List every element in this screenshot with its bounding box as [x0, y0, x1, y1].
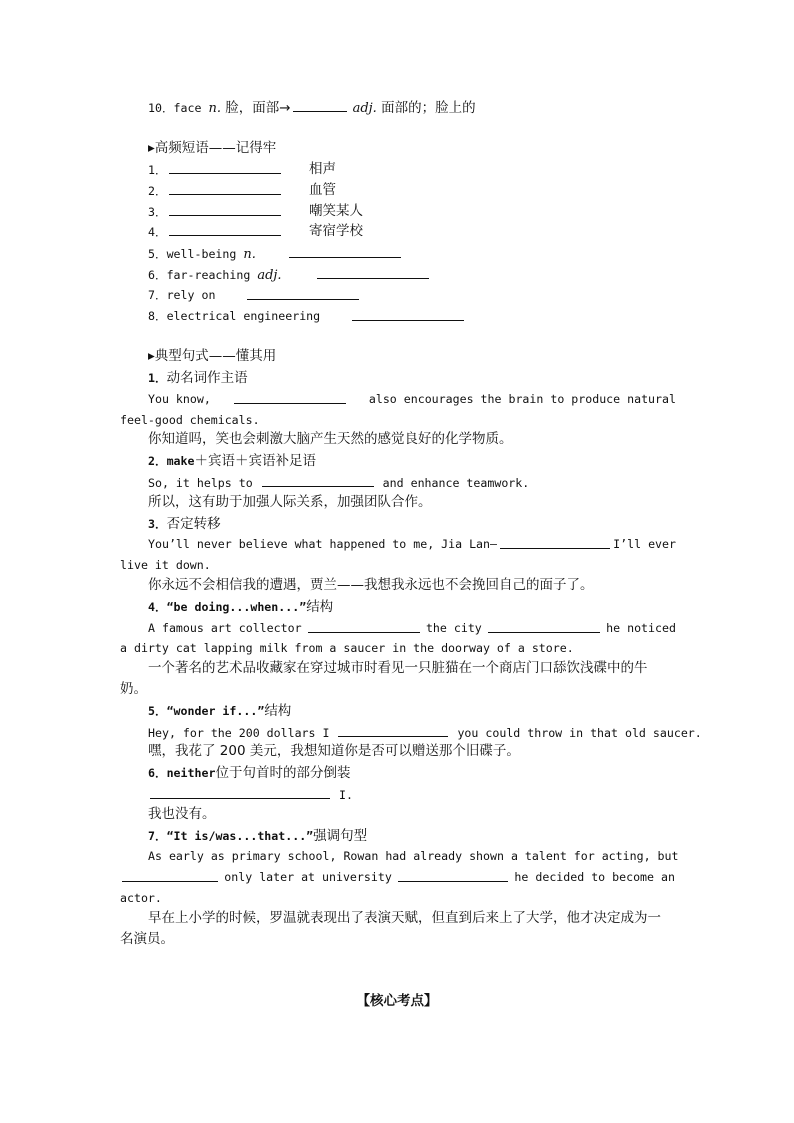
sentence-4-chinese-cont: 奶。 [120, 681, 147, 697]
phrase-meaning-1: 相声 [309, 161, 336, 177]
answer-blank[interactable] [169, 223, 281, 236]
sentence-2-english: So, it helps to and enhance teamwork. [148, 476, 530, 490]
answer-blank[interactable] [398, 869, 508, 882]
sentence-6-chinese: 我也没有。 [148, 806, 216, 822]
answer-blank[interactable] [308, 620, 420, 633]
answer-blank[interactable] [338, 724, 448, 737]
sentence-1-english: You know, also encourages the brain to produce natural [148, 392, 676, 406]
answer-blank[interactable] [352, 308, 464, 321]
phrase-meaning-4: 寄宿学校 [309, 223, 363, 239]
phrase-item-4: 4． [148, 223, 283, 241]
phrase-item-2: 2． [148, 182, 283, 200]
phrase-item-5: 5．well-being n. [148, 247, 256, 262]
section-heading-phrases: ▸高频短语——记得牢 [148, 140, 277, 156]
sentence-4-chinese: 一个著名的艺术品收藏家在穿过城市时看见一只脏猫在一个商店门口舔饮浅碟中的牛 [148, 660, 648, 676]
section-footer-core-points: 【核心考点】 [356, 993, 438, 1009]
answer-blank[interactable] [169, 161, 281, 174]
answer-blank[interactable] [500, 536, 610, 549]
phrase-item-1: 1． [148, 161, 283, 179]
sentence-title-5: 5．“wonder if...”结构 [148, 703, 292, 719]
answer-blank[interactable] [293, 99, 347, 112]
phrase-item-8: 8．electrical engineering [148, 309, 321, 323]
sentence-title-7: 7．“It is/was...that...”强调句型 [148, 828, 368, 844]
sentence-title-2: 2．make＋宾语＋宾语补足语 [148, 453, 316, 469]
sentence-5-english: Hey, for the 200 dollars I you could throw in that old saucer. [148, 726, 702, 740]
answer-blank[interactable] [262, 474, 374, 487]
phrase-item-7: 7．rely on [148, 288, 216, 302]
sentence-4-english: A famous art collector the city he noticed [148, 621, 676, 635]
answer-blank[interactable] [234, 391, 346, 404]
phrase-meaning-3: 嘲笑某人 [309, 203, 363, 219]
sentence-title-1: 1．动名词作主语 [148, 370, 248, 386]
sentence-7-english: As early as primary school, Rowan had already shown a talent for acting, but [148, 849, 679, 863]
sentence-7-chinese: 早在上小学的时候，罗温就表现出了表演天赋，但直到后来上了大学，他才决定成为一 [148, 910, 661, 926]
sentence-2-chinese: 所以，这有助于加强人际关系，加强团队合作。 [148, 494, 432, 510]
sentence-7-english-cont: only later at university he decided to become an [120, 869, 675, 886]
sentence-3-chinese: 你永远不会相信我的遭遇，贾兰——我想我永远也不会挽回自己的面子了。 [148, 577, 594, 593]
sentence-4-english-cont: a dirty cat lapping milk from a saucer in the doorway of a store. [120, 641, 574, 655]
answer-blank[interactable] [247, 287, 359, 300]
answer-blank[interactable] [488, 620, 600, 633]
section-heading-sentences: ▸典型句式——懂其用 [148, 348, 277, 364]
vocab-item-10: 10．face n. 脸，面部→ adj. 面部的；脸上的 [148, 100, 476, 116]
phrase-meaning-2: 血管 [309, 182, 336, 198]
phrase-item-6: 6．far-reaching adj. [148, 268, 282, 283]
sentence-title-6: 6．neither位于句首时的部分倒装 [148, 765, 351, 781]
answer-blank[interactable] [169, 182, 281, 195]
answer-blank[interactable] [169, 203, 281, 216]
sentence-3-english: You’ll never believe what happened to me, Jia Lan— I’ll ever [148, 537, 676, 551]
sentence-7-chinese-cont: 名演员。 [120, 931, 174, 947]
sentence-title-3: 3．否定转移 [148, 516, 221, 532]
sentence-title-4: 4．“be doing...when...”结构 [148, 599, 334, 615]
answer-blank[interactable] [122, 869, 218, 882]
sentence-3-english-cont: live it down. [120, 558, 211, 572]
sentence-6-english: I. [148, 786, 353, 804]
sentence-5-chinese: 嘿，我花了 200 美元，我想知道你是否可以赠送那个旧碟子。 [148, 743, 520, 759]
answer-blank[interactable] [150, 786, 330, 799]
answer-blank[interactable] [289, 245, 401, 258]
phrase-item-3: 3． [148, 203, 283, 221]
answer-blank[interactable] [317, 266, 429, 279]
sentence-1-english-cont: feel-good chemicals. [120, 413, 260, 427]
sentence-1-chinese: 你知道吗，笑也会刺激大脑产生天然的感觉良好的化学物质。 [148, 431, 513, 447]
sentence-7-english-end: actor. [120, 891, 162, 905]
